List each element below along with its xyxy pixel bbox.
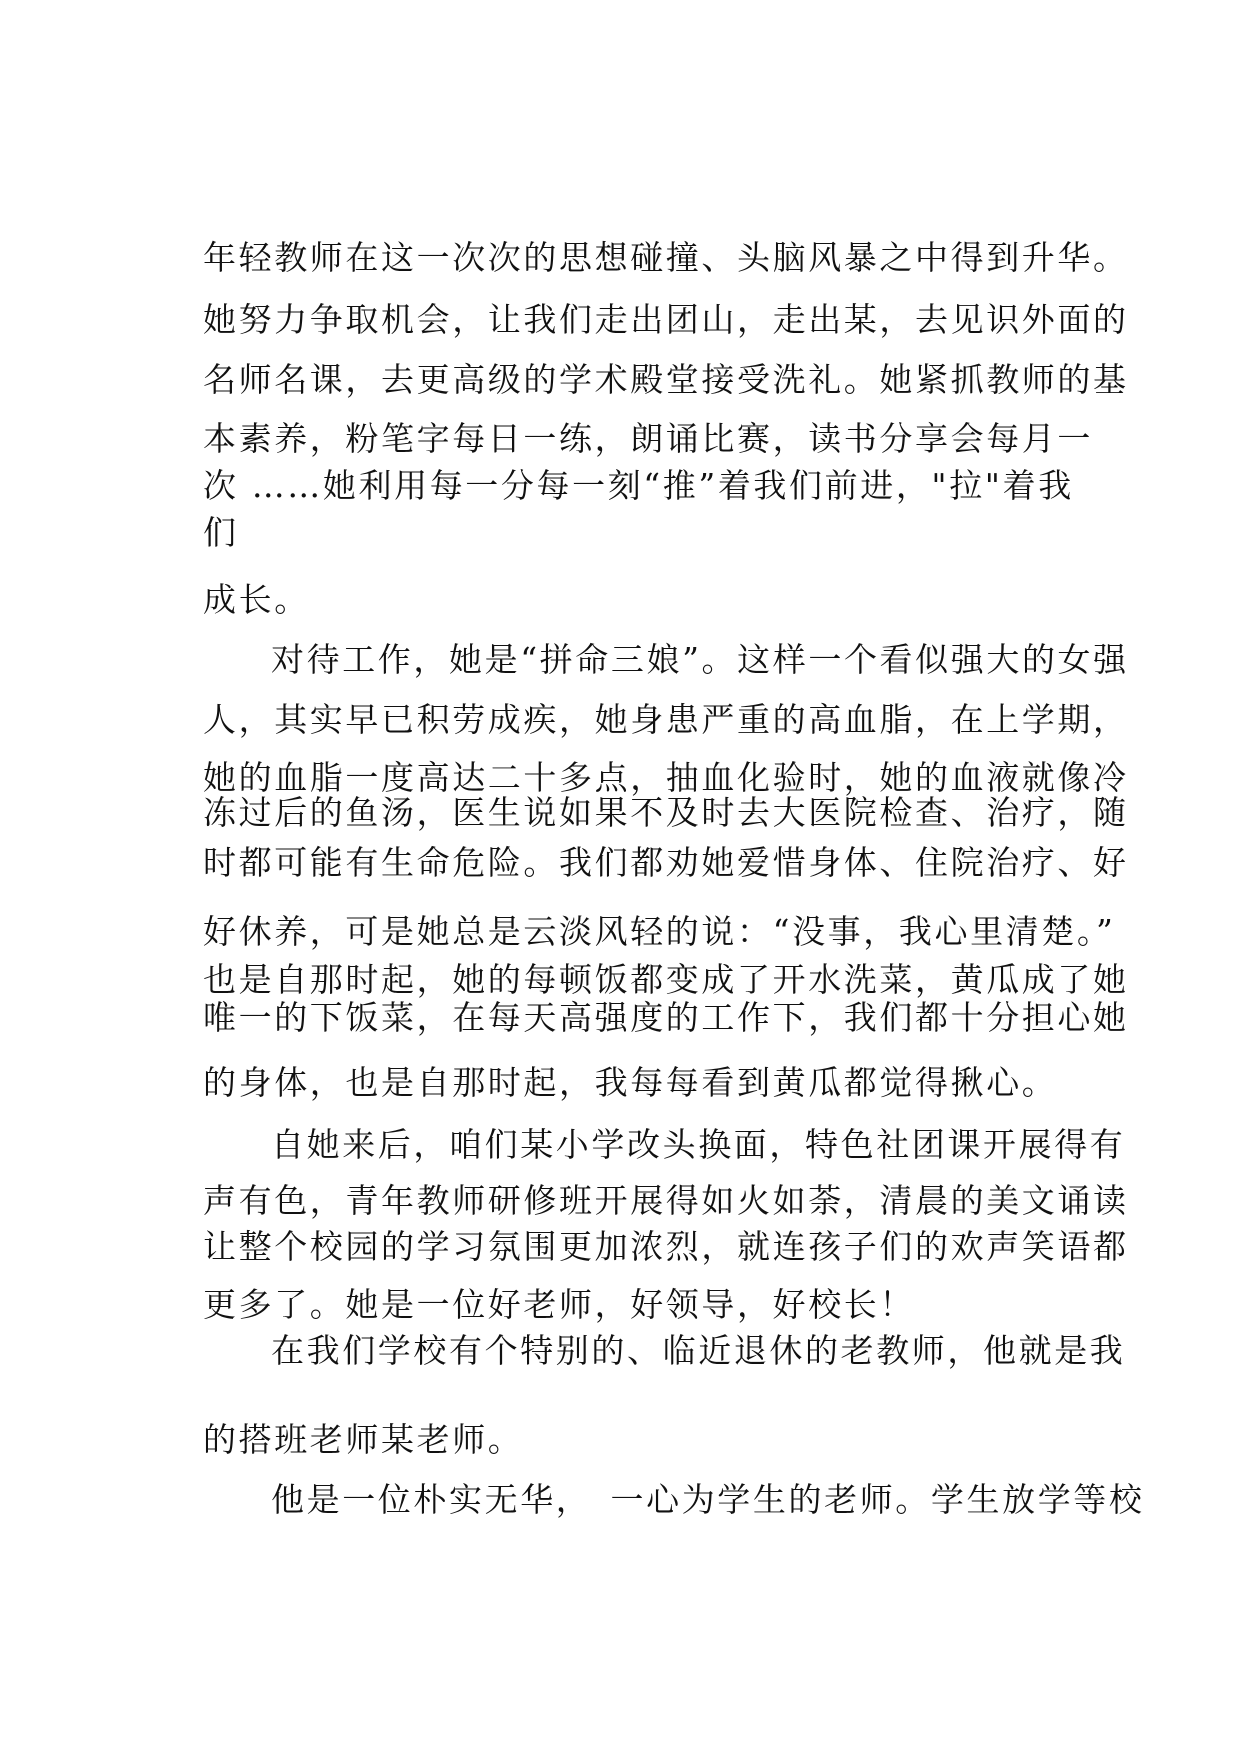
paragraph-start-line: 在我们学校有个特别的、临近退休的老教师，他就是我 <box>271 1331 1126 1370</box>
text-line: 名师名课，去更高级的学术殿堂接受洗礼。她紧抓教师的基 <box>203 360 1129 399</box>
text-line: 声有色，青年教师研修班开展得如火如荼，清晨的美文诵读 <box>203 1181 1129 1220</box>
text-line: 次 ……她利用每一分每一刻“推”着我们前进，"拉"着我 <box>203 466 1074 505</box>
paragraph-start-line: 自她来后，咱们某小学改头换面，特色社团课开展得有 <box>271 1125 1126 1164</box>
paragraph-start-line: 对待工作，她是“拼命三娘”。这样一个看似强大的女强 <box>271 640 1129 679</box>
text-line: 成长。 <box>203 580 310 619</box>
text-line: 好休养，可是她总是云淡风轻的说：“没事，我心里清楚。” <box>203 912 1116 951</box>
text-line: 让整个校园的学习氛围更加浓烈，就连孩子们的欢声笑语都 <box>203 1227 1129 1266</box>
text-line: 也是自那时起，她的每顿饭都变成了开水洗菜，黄瓜成了她 <box>203 960 1129 999</box>
paragraph-start-line: 他是一位朴实无华， 一心为学生的老师。学生放学等校 <box>271 1480 1145 1519</box>
text-line: 本素养，粉笔字每日一练，朗诵比赛，读书分享会每月一 <box>203 419 1093 458</box>
text-line: 更多了。她是一位好老师，好领导，好校长！ <box>203 1285 915 1324</box>
text-line: 唯一的下饭菜，在每天高强度的工作下，我们都十分担心她 <box>203 998 1129 1037</box>
text-line: 时都可能有生命危险。我们都劝她爱惜身体、住院治疗、好 <box>203 843 1129 882</box>
text-line: 年轻教师在这一次次的思想碰撞、头脑风暴之中得到升华。 <box>203 238 1129 277</box>
text-line: 冻过后的鱼汤，医生说如果不及时去大医院检查、治疗，随 <box>203 793 1129 832</box>
text-line: 们 <box>203 513 239 552</box>
text-line: 她的血脂一度高达二十多点，抽血化验时，她的血液就像冷 <box>203 758 1129 797</box>
text-line: 她努力争取机会，让我们走出团山，走出某，去见识外面的 <box>203 300 1129 339</box>
text-line: 人，其实早已积劳成疾，她身患严重的高血脂，在上学期， <box>203 700 1129 739</box>
text-line: 的身体，也是自那时起，我每每看到黄瓜都觉得揪心。 <box>203 1063 1058 1102</box>
text-line: 的搭班老师某老师。 <box>203 1420 524 1459</box>
